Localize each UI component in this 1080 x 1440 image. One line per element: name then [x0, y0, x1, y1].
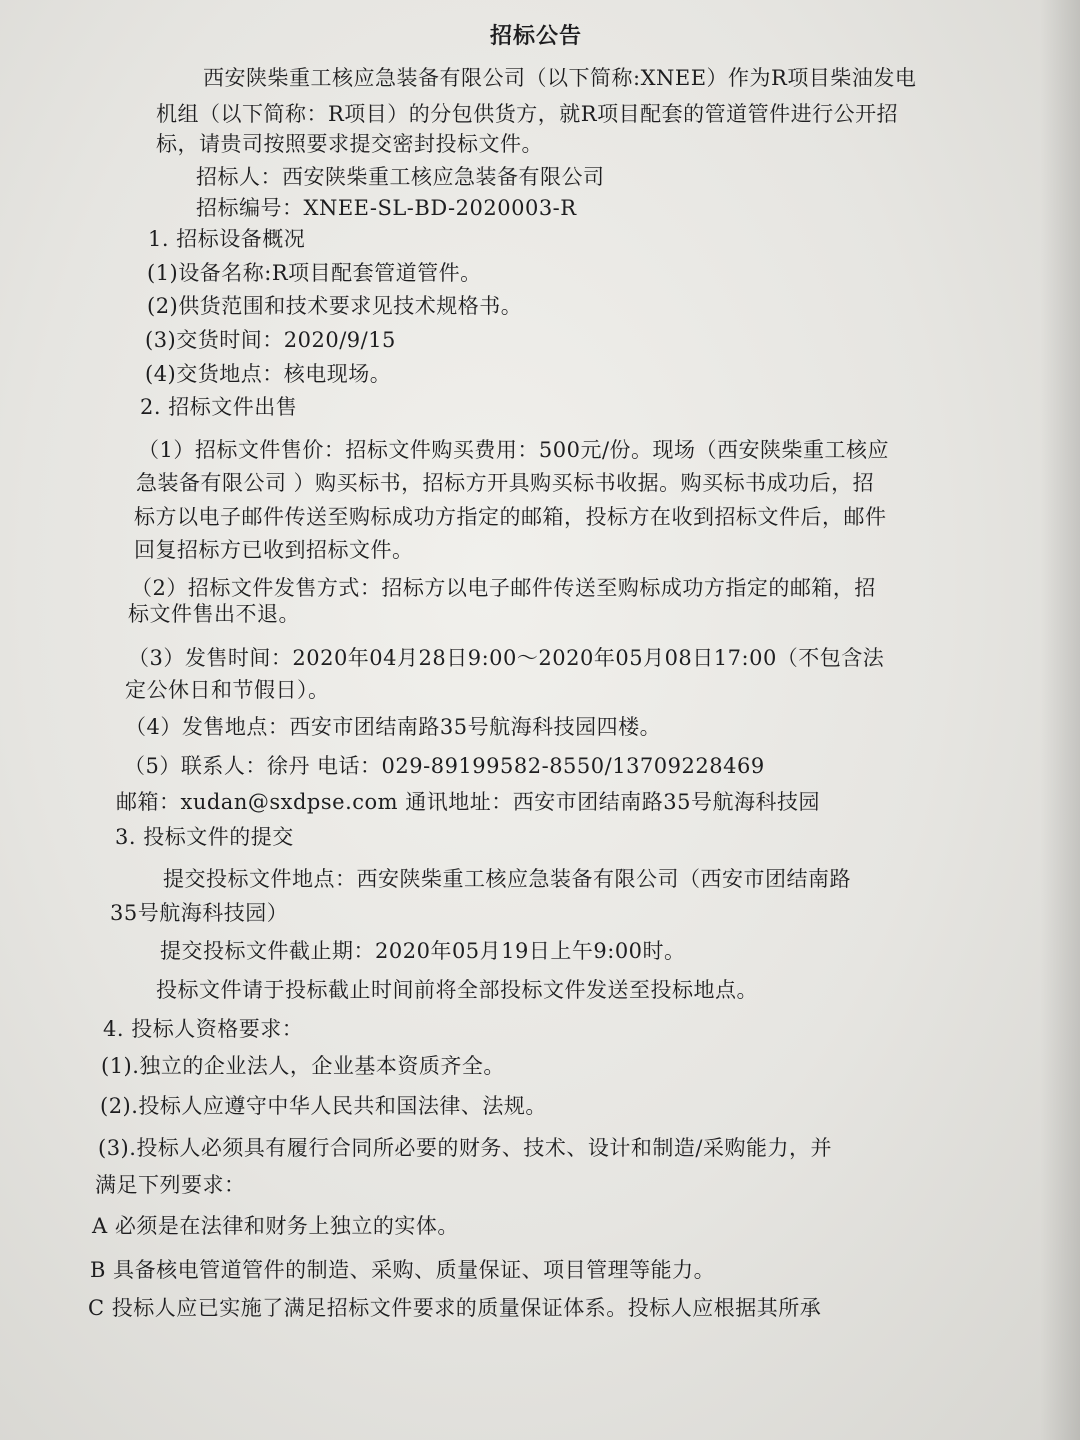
- email-address-line: 邮箱：xudan@sxdpse.com 通讯地址：西安市团结南路35号航海科技园: [116, 790, 820, 814]
- document-title: 招标公告: [490, 23, 583, 49]
- section-3-instruction: 投标文件请于投标截止时间前将全部投标文件发送至投标地点。: [156, 978, 758, 1002]
- section-3-heading: 3. 投标文件的提交: [115, 825, 294, 849]
- section-2-item-1-line-4: 回复招标方已收到招标文件。: [134, 538, 414, 562]
- section-2-item-1-line-1: （1）招标文件售价：招标文件购买费用：500元/份。现场（西安陕柴重工核应: [138, 438, 890, 462]
- section-1-item-4: (4)交货地点：核电现场。: [145, 362, 392, 386]
- section-1-heading: 1. 招标设备概况: [148, 227, 306, 251]
- section-3-deadline: 提交投标文件截止期：2020年05月19日上午9:00时。: [160, 939, 686, 963]
- section-2-item-2-line-1: （2）招标文件发售方式：招标方以电子邮件传送至购标成功方指定的邮箱，招: [131, 576, 876, 600]
- section-3-location-line-2: 35号航海科技园）: [110, 901, 289, 925]
- section-2-item-3-line-1: （3）发售时间：2020年04月28日9:00～2020年05月08日17:00（不包含法: [128, 646, 885, 670]
- intro-line-2: 机组（以下简称：R项目）的分包供货方，就R项目配套的管道管件进行公开招: [156, 102, 899, 126]
- section-4-item-2: (2).投标人应遵守中华人民共和国法律、法规。: [100, 1094, 547, 1118]
- section-2-heading: 2. 招标文件出售: [140, 395, 298, 419]
- requirement-a: A 必须是在法律和财务上独立的实体。: [92, 1214, 459, 1238]
- section-2-item-1-line-3: 标方以电子邮件传送至购标成功方指定的邮箱，投标方在收到招标文件后，邮件: [134, 505, 887, 529]
- section-4-heading: 4. 投标人资格要求：: [103, 1017, 304, 1041]
- tenderer-line: 招标人：西安陕柴重工核应急装备有限公司: [196, 165, 605, 189]
- section-2-item-2-line-2: 标文件售出不退。: [128, 602, 300, 626]
- intro-line-3: 标，请贵司按照要求提交密封投标文件。: [156, 132, 543, 156]
- section-1-item-1: (1)设备名称:R项目配套管道管件。: [147, 261, 482, 285]
- section-2-item-3-line-2: 定公休日和节假日）。: [125, 678, 330, 702]
- requirement-b: B 具备核电管道管件的制造、采购、质量保证、项目管理等能力。: [90, 1258, 716, 1282]
- section-4-item-1: (1).独立的企业法人，企业基本资质齐全。: [101, 1054, 505, 1078]
- tender-number-line: 招标编号：XNEE-SL-BD-2020003-R: [196, 196, 577, 220]
- section-3-location-line-1: 提交投标文件地点：西安陕柴重工核应急装备有限公司（西安市团结南路: [163, 867, 851, 891]
- section-2-item-1-line-2: 急装备有限公司 ）购买标书，招标方开具购买标书收据。购买标书成功后，招: [136, 471, 875, 495]
- section-1-item-2: (2)供货范围和技术要求见技术规格书。: [147, 294, 523, 318]
- section-4-item-3-line-2: 满足下列要求：: [95, 1173, 246, 1197]
- section-2-item-5: （5）联系人：徐丹 电话：029-89199582-8550/13709228469: [124, 754, 765, 778]
- section-2-item-4: （4）发售地点：西安市团结南路35号航海科技园四楼。: [125, 715, 662, 739]
- requirement-c: C 投标人应已实施了满足招标文件要求的质量保证体系。投标人应根据其所承: [88, 1296, 822, 1320]
- section-4-item-3-line-1: (3).投标人必须具有履行合同所必要的财务、技术、设计和制造/采购能力，并: [98, 1136, 832, 1160]
- intro-line-1: 西安陕柴重工核应急装备有限公司（以下简称:XNEE）作为R项目柴油发电: [203, 66, 917, 90]
- section-1-item-3: (3)交货时间：2020/9/15: [145, 328, 396, 352]
